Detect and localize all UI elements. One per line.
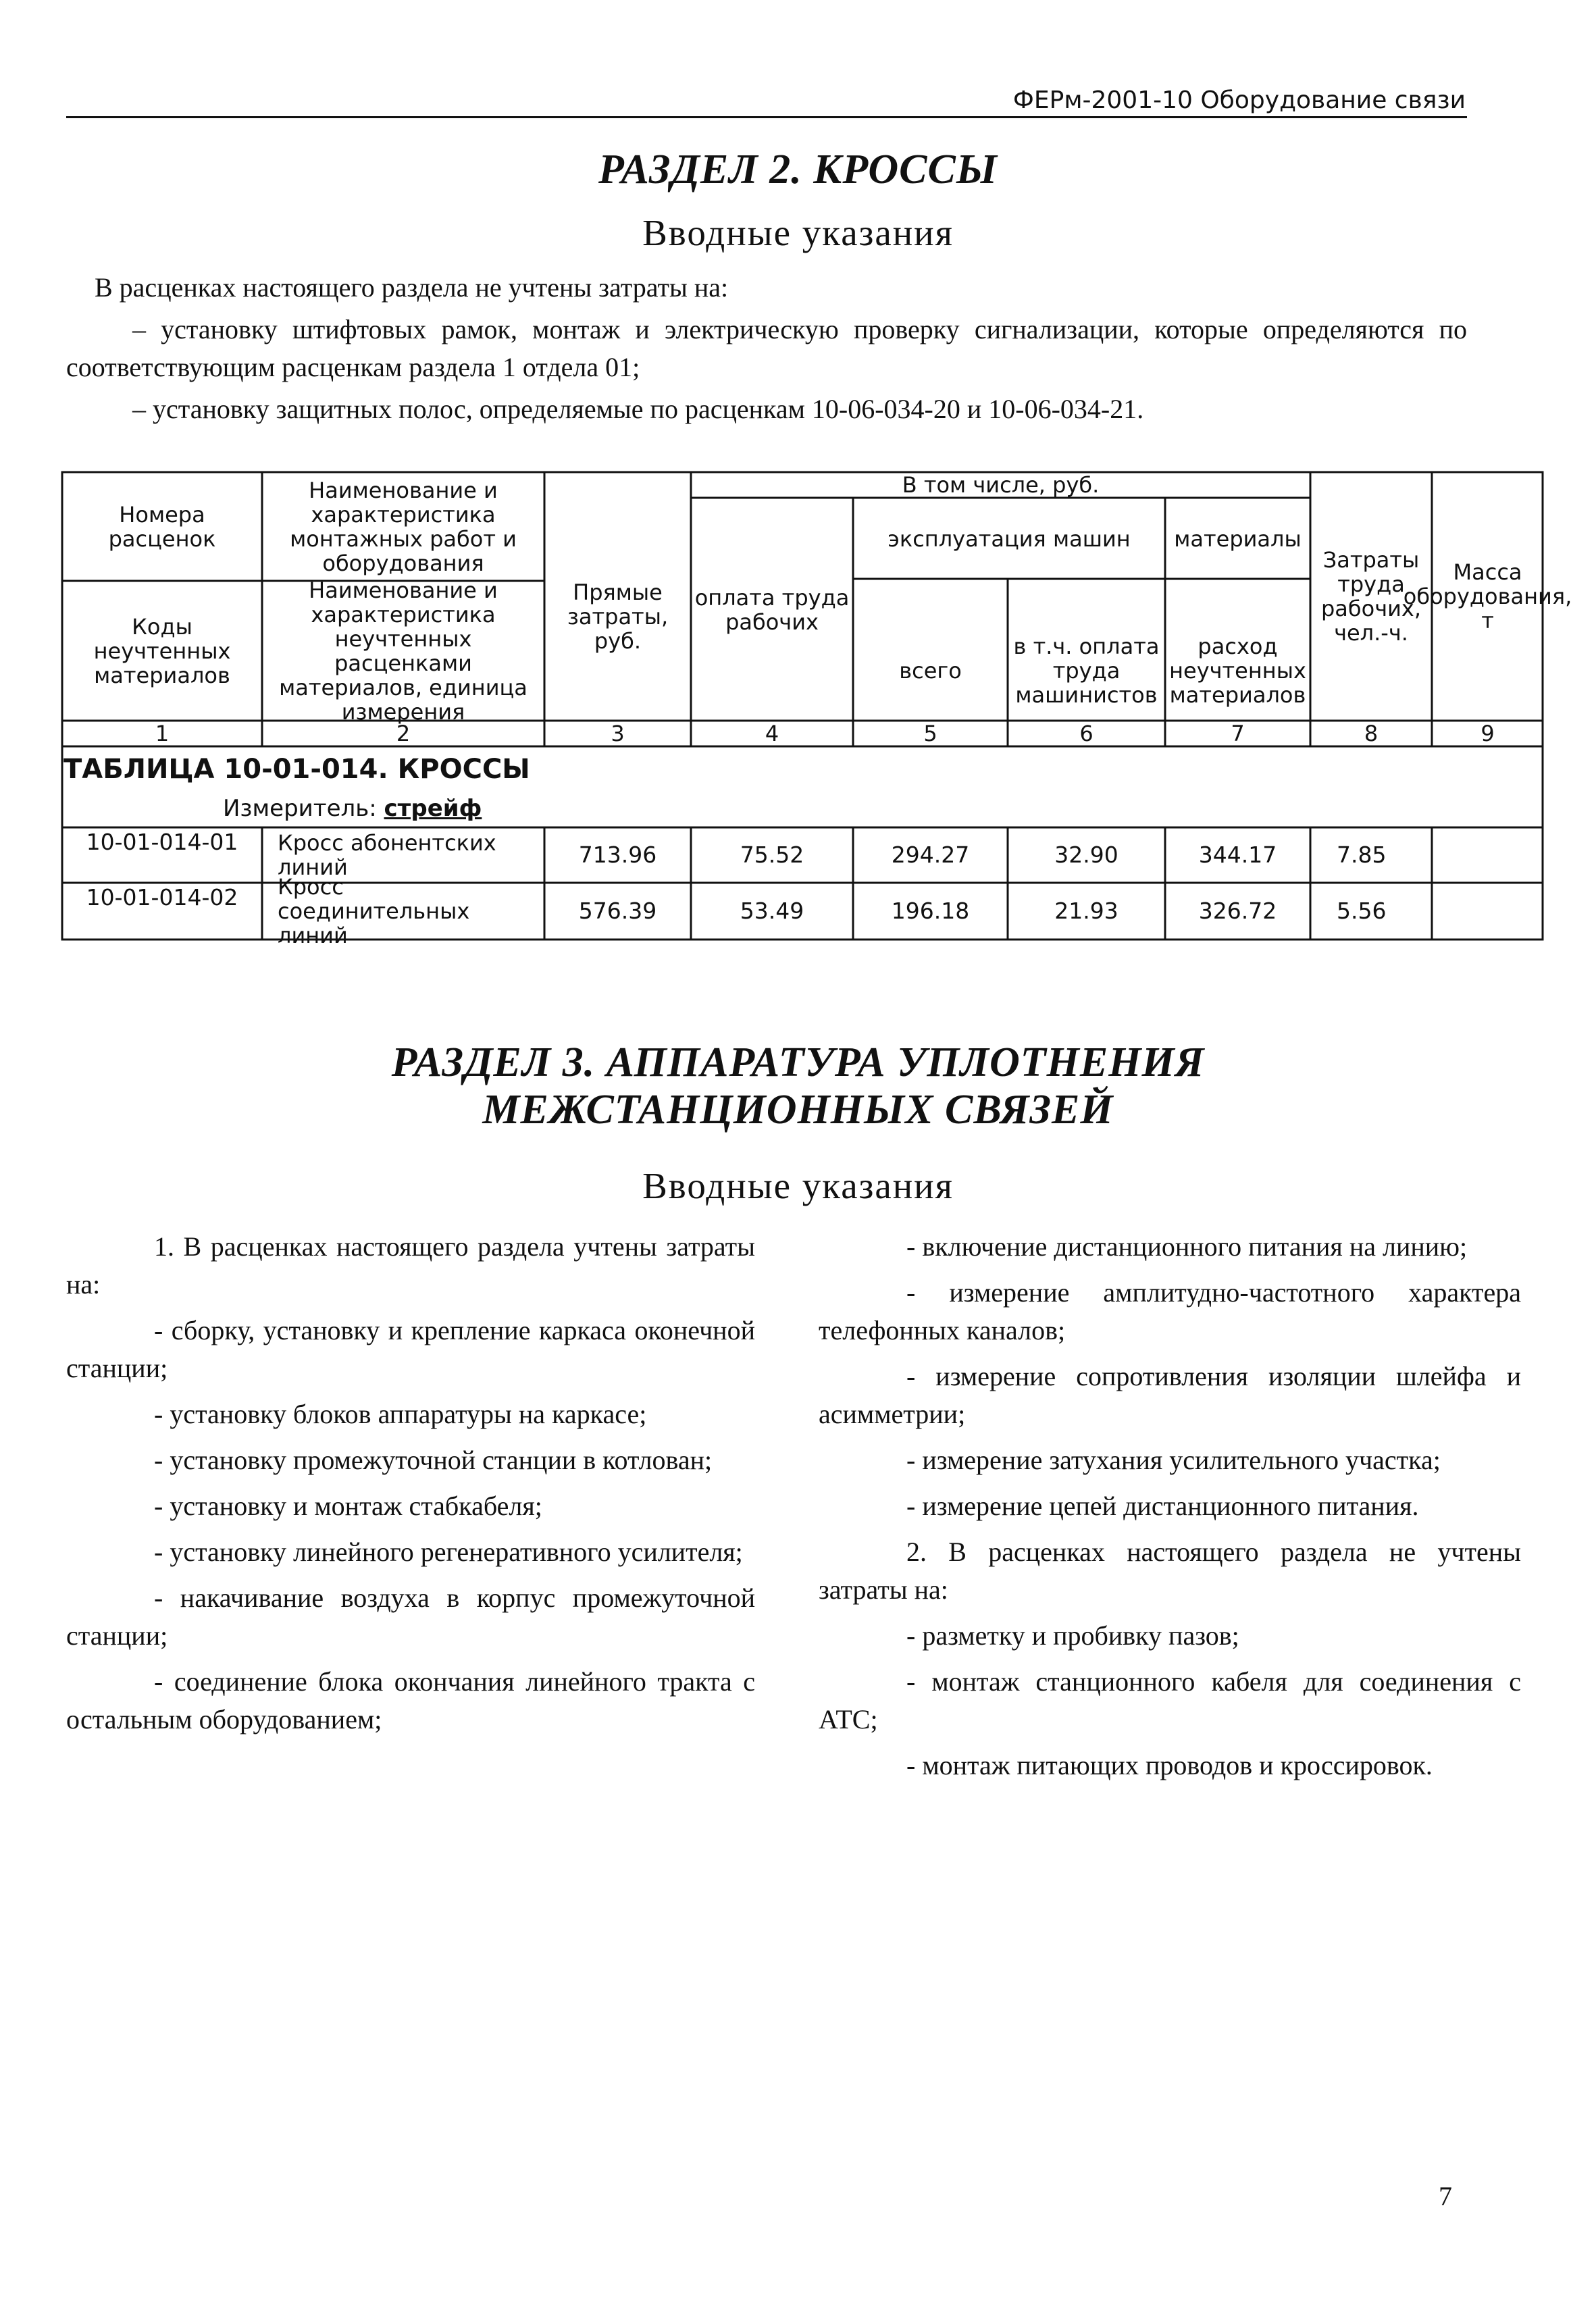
section-3-paragraph: - установку линейного регенеративного усилителя; — [154, 1537, 743, 1567]
row-wages: 53.49 — [740, 898, 804, 924]
col-number: 2 — [396, 721, 411, 746]
section-3-paragraph: - установку и монтаж стабкабеля; — [154, 1491, 542, 1521]
row-machines-total: 196.18 — [891, 898, 970, 924]
running-header: ФЕРм-2001-10 Оборудование связи — [1012, 86, 1466, 114]
header-material-name: Наименование и характеристика неучтенных расценками материалов, единица измерения — [279, 577, 527, 725]
rates-table — [61, 471, 1572, 948]
header-machinists-wages: в т.ч. оплата труда машинистов — [1013, 633, 1160, 708]
section-3-left-column — [66, 1228, 755, 1747]
section-3-paragraph: - монтаж питающих проводов и кроссировок. — [906, 1750, 1433, 1780]
col-number: 3 — [611, 721, 625, 746]
row-materials: 344.17 — [1198, 842, 1277, 868]
header-work-name: Наименование и характеристика монтажных работ и оборудования — [290, 477, 517, 576]
header-unaccounted-materials: расход неучтенных материалов — [1169, 633, 1306, 708]
header-materials: материалы — [1174, 525, 1302, 552]
row-mass — [1434, 884, 1541, 938]
row-machinists-wages: 32.90 — [1054, 842, 1118, 868]
row-labor: 5.56 — [1337, 898, 1387, 924]
section-3-paragraph: - сборку, установку и крепление каркаса оконечной станции; — [66, 1315, 755, 1383]
section-2-intro: В расценках настоящего раздела не учтены затраты на: — [95, 272, 729, 303]
section-3-paragraph: - разметку и пробивку пазов; — [906, 1620, 1239, 1651]
section-2-item-1: – установку штифтовых рамок, монтаж и электрическую проверку сигнализации, которые определяются по соответствующим расценкам раздела 1 отдела 01; — [66, 314, 1467, 382]
header-machines-total: всего — [899, 657, 962, 684]
unit-value: стрейф — [384, 795, 482, 822]
col-number: 8 — [1364, 721, 1379, 746]
row-labor: 7.85 — [1337, 842, 1387, 868]
header-machine-operation: эксплуатация машин — [887, 525, 1131, 552]
section-3-paragraph: 1. В расценках настоящего раздела учтены затраты на: — [66, 1231, 755, 1300]
header-equipment-mass: Масса оборудования, т — [1403, 559, 1572, 634]
row-machinists-wages: 21.93 — [1054, 898, 1118, 924]
col-number: 9 — [1481, 721, 1495, 746]
header-labor-costs: Затраты труда рабочих, чел.-ч. — [1320, 547, 1422, 646]
section-3-paragraph: - установку промежуточной станции в котлован; — [154, 1445, 713, 1475]
row-name: Кросс абонентских линий — [278, 830, 496, 880]
col-number: 6 — [1079, 721, 1093, 746]
section-3-right-column — [819, 1228, 1521, 1793]
header-material-codes: Коды неучтенных материалов — [93, 614, 231, 688]
unit-label: Измеритель: — [223, 795, 377, 822]
row-code: 10-01-014-02 — [86, 884, 238, 910]
col-number: 1 — [155, 721, 170, 746]
header-including: В том числе, руб. — [902, 472, 1100, 498]
section-3-paragraph: - измерение цепей дистанционного питания. — [906, 1491, 1419, 1521]
page-number: 7 — [1439, 2181, 1452, 2211]
row-name: Кросс соединительных линий — [278, 874, 470, 948]
section-2-item-2: – установку защитных полос, определяемые по расценкам 10-06-034-20 и 10-06-034-21. — [132, 394, 1144, 424]
section-3-paragraph: - измерение сопротивления изоляции шлейфа и асимметрии; — [819, 1361, 1521, 1429]
header-rule — [66, 116, 1467, 118]
row-direct-costs: 576.39 — [578, 898, 657, 924]
section-3-paragraph: - измерение затухания усилительного участка; — [906, 1445, 1441, 1475]
section-3-paragraph: - включение дистанционного питания на линию; — [906, 1231, 1468, 1262]
section-3-paragraph: - соединение блока окончания линейного тракта с остальным оборудованием; — [66, 1666, 755, 1734]
section-3-paragraph: - монтаж станционного кабеля для соединения с АТС; — [819, 1666, 1521, 1734]
col-number: 4 — [765, 721, 779, 746]
table-caption: ТАБЛИЦА 10-01-014. КРОССЫ — [63, 754, 530, 785]
col-number: 5 — [923, 721, 937, 746]
section-2-subtitle: Вводные указания — [642, 212, 954, 253]
row-materials: 326.72 — [1198, 898, 1277, 924]
section-3-paragraph: - установку блоков аппаратуры на каркасе; — [154, 1399, 647, 1429]
section-3-title-line-2: МЕЖСТАНЦИОННЫХ СВЯЗЕЙ — [482, 1087, 1114, 1133]
header-rate-numbers: Номера расценок — [108, 501, 216, 552]
section-2-title: РАЗДЕЛ 2. КРОССЫ — [598, 147, 998, 192]
table-unit — [223, 795, 482, 822]
row-wages: 75.52 — [740, 842, 804, 868]
row-direct-costs: 713.96 — [578, 842, 657, 868]
header-wages: оплата труда рабочих — [694, 584, 850, 635]
row-code: 10-01-014-01 — [86, 829, 238, 855]
section-3-subtitle: Вводные указания — [642, 1165, 954, 1206]
section-3-paragraph: - накачивание воздуха в корпус промежуточной станции; — [66, 1583, 755, 1651]
section-3-paragraph: 2. В расценках настоящего раздела не учтены затраты на: — [819, 1537, 1521, 1605]
row-mass — [1434, 829, 1541, 881]
row-machines-total: 294.27 — [891, 842, 970, 868]
col-number: 7 — [1231, 721, 1245, 746]
section-3-title-line-1: РАЗДЕЛ 3. АППАРАТУРА УПЛОТНЕНИЯ — [391, 1039, 1205, 1085]
header-direct-costs: Прямые затраты, руб. — [567, 580, 669, 654]
section-3-paragraph: - измерение амплитудно-частотного характера телефонных каналов; — [819, 1277, 1521, 1345]
